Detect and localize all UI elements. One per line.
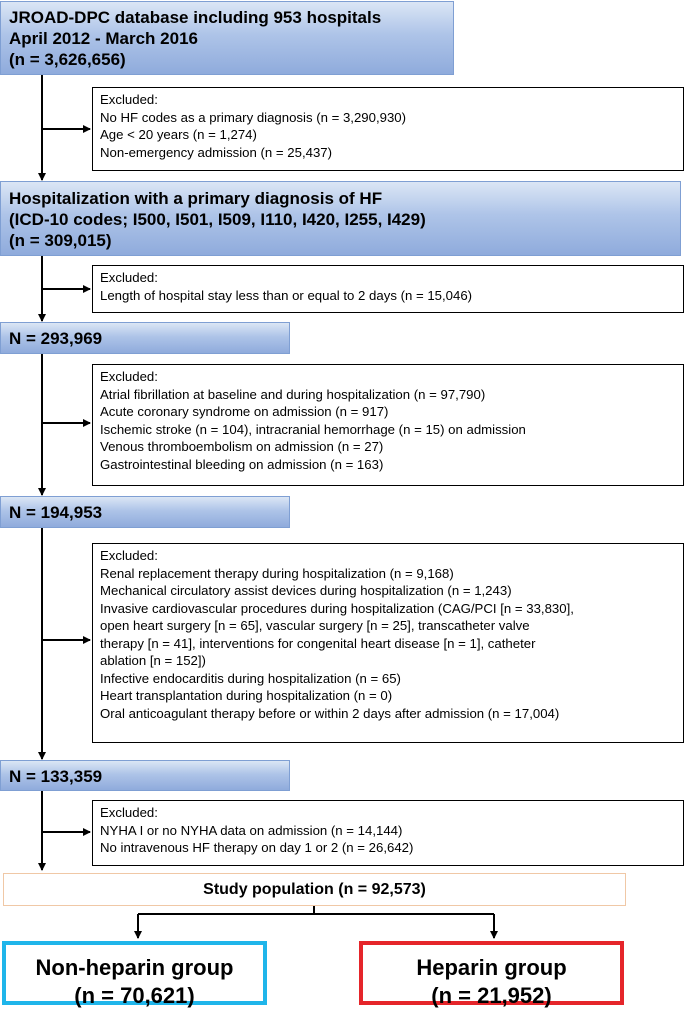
excluded-3-line-3: Acute coronary syndrome on admission (n = 917) [100, 404, 389, 419]
box-n-133359 [0, 760, 290, 791]
heparin-count: (n = 21,952) [431, 983, 552, 1008]
box-database-line-3: (n = 3,626,656) [9, 50, 126, 69]
excluded-4-line-5: open heart surgery [n = 65], vascular surgery [n = 25], transcatheter valve [100, 618, 530, 633]
excluded-4-line-7: ablation [n = 152]) [100, 653, 206, 668]
excluded-2-line-2: Length of hospital stay less than or equal to 2 days (n = 15,046) [100, 287, 473, 303]
box-hf-line-2: (ICD-10 codes; I500, I501, I509, I110, I420, I255, I429) [9, 210, 426, 229]
excluded-box-1 [92, 87, 684, 171]
excluded-box-5 [92, 800, 684, 866]
box-hf-hospitalization [0, 181, 681, 256]
excluded-4-line-9: Heart transplantation during hospitalization (n = 0) [100, 688, 393, 703]
excluded-3-line-4: Ischemic stroke (n = 104), intracranial hemorrhage (n = 15) on admission [100, 421, 526, 437]
heparin-label: Heparin group [416, 955, 567, 980]
heparin-group-box [359, 941, 624, 1008]
excluded-4-line-4: Invasive cardiovascular procedures during hospitalization (CAG/PCI [n = 33,830], [100, 600, 574, 616]
excluded-4-line-10: Oral anticoagulant therapy before or within 2 days after admission (n = 17,004) [100, 705, 560, 721]
excluded-4-line-3: Mechanical circulatory assist devices during hospitalization (n = 1,243) [100, 583, 512, 598]
box-n-293969-label: N = 293,969 [9, 329, 103, 348]
excluded-box-3 [92, 364, 684, 486]
excluded-2-line-1: Excluded: [100, 270, 158, 285]
excluded-4-line-1: Excluded: [100, 548, 158, 563]
excluded-3-line-2: Atrial fibrillation at baseline and during hospitalization (n = 97,790) [100, 386, 486, 402]
box-database [0, 1, 454, 75]
excluded-4-line-6: therapy [n = 41], interventions for congenital heart disease [n = 1], catheter [100, 635, 536, 651]
study-population-box: Study population (n = 92,573) [3, 873, 626, 906]
excluded-1-line-4: Non-emergency admission (n = 25,437) [100, 144, 332, 160]
non-heparin-label: Non-heparin group [35, 955, 234, 980]
excluded-4-line-8: Infective endocarditis during hospitalization (n = 65) [100, 670, 401, 686]
excluded-1-line-2: No HF codes as a primary diagnosis (n = 3,290,930) [100, 109, 407, 125]
box-database-line-1: JROAD-DPC database including 953 hospitals [9, 8, 382, 27]
excluded-5-line-1: Excluded: [100, 805, 158, 820]
excluded-4-line-2: Renal replacement therapy during hospitalization (n = 9,168) [100, 565, 454, 581]
box-n-194953-label: N = 194,953 [9, 503, 103, 522]
excluded-1-line-3: Age < 20 years (n = 1,274) [100, 127, 257, 142]
box-n-293969 [0, 322, 290, 354]
excluded-5-line-2: NYHA I or no NYHA data on admission (n = 14,144) [100, 822, 403, 838]
non-heparin-group-box [2, 941, 267, 1008]
box-hf-line-1: Hospitalization with a primary diagnosis of HF [9, 189, 383, 208]
excluded-box-4 [92, 543, 684, 743]
box-n-194953 [0, 496, 290, 528]
excluded-3-line-6: Gastrointestinal bleeding on admission (n = 163) [100, 456, 384, 472]
box-hf-line-3: (n = 309,015) [9, 231, 112, 250]
excluded-3-line-1: Excluded: [100, 369, 158, 384]
excluded-5-line-3: No intravenous HF therapy on day 1 or 2 (n = 26,642) [100, 840, 414, 855]
box-n-133359-label: N = 133,359 [9, 767, 103, 786]
excluded-1-line-1: Excluded: [100, 92, 158, 107]
box-database-line-2: April 2012 - March 2016 [9, 29, 198, 48]
excluded-box-2 [92, 265, 684, 313]
non-heparin-count: (n = 70,621) [74, 983, 195, 1008]
excluded-3-line-5: Venous thromboembolism on admission (n = 27) [100, 439, 384, 454]
